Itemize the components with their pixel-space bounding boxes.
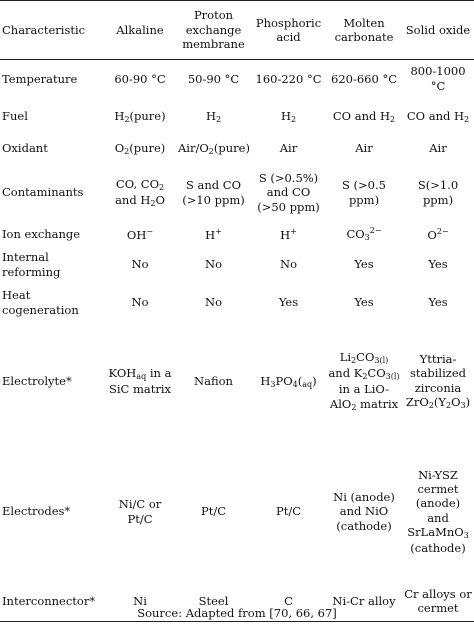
table-row bbox=[0, 60, 474, 98]
table-cell: S and CO (>10 ppm) bbox=[182, 178, 245, 207]
table-cell: Air/$O_2(pure)$ bbox=[178, 140, 250, 156]
table-cell: Cr alloys or cermet bbox=[402, 582, 474, 622]
table-cell: Nafion bbox=[194, 374, 233, 389]
table-cell: Ni-Cr alloy bbox=[326, 582, 402, 622]
row-label: Ion exchange bbox=[2, 227, 81, 242]
table-cell: $KOH_{aq}$ in a SiC matrix bbox=[108, 366, 172, 397]
row-label: Fuel bbox=[2, 109, 28, 124]
table-cell: Yes bbox=[428, 257, 448, 272]
table-cell: Yes bbox=[354, 257, 374, 272]
table-row bbox=[0, 246, 474, 284]
table-row bbox=[0, 322, 474, 442]
table-cell: No bbox=[205, 295, 222, 310]
table-cell: CO and $H_2$ bbox=[332, 108, 396, 124]
row-label: Temperature bbox=[2, 71, 78, 86]
table-cell: H+ bbox=[205, 226, 222, 242]
table-cell: No bbox=[131, 295, 149, 310]
table-cell: Pt/C bbox=[200, 504, 227, 519]
header-characteristic: Characteristic bbox=[0, 1, 104, 60]
table-cell: $Li_2CO_{3(l)}$ and $K_2CO_{3(l)}$ in a LiO-AlO$_2$ matrix bbox=[328, 350, 400, 412]
table-cell: No bbox=[205, 257, 222, 272]
table-cell: S(>1.0 ppm) bbox=[417, 178, 459, 207]
row-label: Internal reforming bbox=[2, 250, 61, 279]
table-cell: $H_2(pure)$ bbox=[114, 108, 166, 124]
table-cell: Ni/C or Pt/C bbox=[118, 497, 162, 526]
table-cell: $H_3PO_4(_{aq})$ bbox=[260, 373, 317, 389]
row-label: Electrodes* bbox=[2, 504, 71, 519]
row-label: Oxidant bbox=[2, 141, 48, 156]
header-solid-oxide: Solid oxide bbox=[402, 1, 474, 60]
header-molten: Molten carbonate bbox=[326, 1, 402, 60]
table-row bbox=[0, 284, 474, 322]
table-row bbox=[0, 162, 474, 224]
row-label: Interconnector* bbox=[0, 582, 104, 622]
table-cell: No bbox=[131, 257, 149, 272]
table-cell: Ni bbox=[104, 582, 176, 622]
table-cell: Air bbox=[279, 141, 298, 156]
table-row bbox=[0, 224, 474, 246]
table-cell: S (>0.5 ppm) bbox=[342, 178, 386, 207]
header-phosphoric: Phosphoric acid bbox=[251, 1, 326, 60]
table-cell: H+ bbox=[280, 226, 297, 242]
table-cell: 160-220 °C bbox=[255, 71, 322, 86]
table-cell: CO and $H_2$ bbox=[406, 108, 470, 124]
table-cell: C bbox=[251, 582, 326, 622]
table-cell: Ni (anode) and NiO (cathode) bbox=[333, 489, 395, 533]
table-cell: 800-1000 °C bbox=[410, 64, 466, 93]
table-header-row bbox=[0, 1, 474, 60]
table-cell: Yttria-stabilized zirconia $ZrO_2(Y_2O_3)$ bbox=[405, 351, 471, 411]
header-alkaline: Alkaline bbox=[104, 1, 176, 60]
table-cell: Pt/C bbox=[275, 504, 302, 519]
table-cell: Air bbox=[355, 141, 373, 156]
table-cell: $H_2$ bbox=[280, 108, 297, 124]
table-cell: OH− bbox=[126, 226, 154, 242]
table-cell: $CO_3^{2-}$ bbox=[346, 226, 382, 242]
table-row bbox=[0, 136, 474, 162]
table-cell: CO, $CO_2$ and $H_2O$ bbox=[115, 176, 165, 208]
table-cell: $H_2$ bbox=[205, 108, 222, 124]
row-label: Electrolyte* bbox=[2, 374, 72, 389]
table-cell: S (>0.5%) and CO (>50 ppm) bbox=[257, 170, 320, 214]
table-row bbox=[0, 98, 474, 136]
table-cell: 50-90 °C bbox=[187, 71, 240, 86]
table-cell: Ni-YSZ cermet (anode) and SrLaMnO$_3$ (cathode) bbox=[407, 467, 469, 556]
table-cell: No bbox=[280, 257, 297, 272]
table-cell: $O^{2-}$ bbox=[427, 226, 449, 242]
table-cell: Steel bbox=[176, 582, 251, 622]
table-source-caption: Source: Adapted from [70, 66, 67] bbox=[137, 606, 337, 620]
table-cell: 60-90 °C bbox=[114, 71, 166, 86]
table-cell: $O_2(pure)$ bbox=[114, 140, 166, 156]
table-cell: Air bbox=[429, 141, 447, 156]
table-cell: Yes bbox=[278, 295, 299, 310]
header-pem: Proton exchange membrane bbox=[176, 1, 251, 60]
row-label: Heat cogeneration bbox=[2, 288, 79, 317]
table-cell: 620-660 °C bbox=[331, 71, 397, 86]
table-cell: Yes bbox=[428, 295, 448, 310]
table-cell: Yes bbox=[354, 295, 374, 310]
table-row bbox=[0, 442, 474, 582]
row-label: Contaminants bbox=[2, 185, 84, 200]
